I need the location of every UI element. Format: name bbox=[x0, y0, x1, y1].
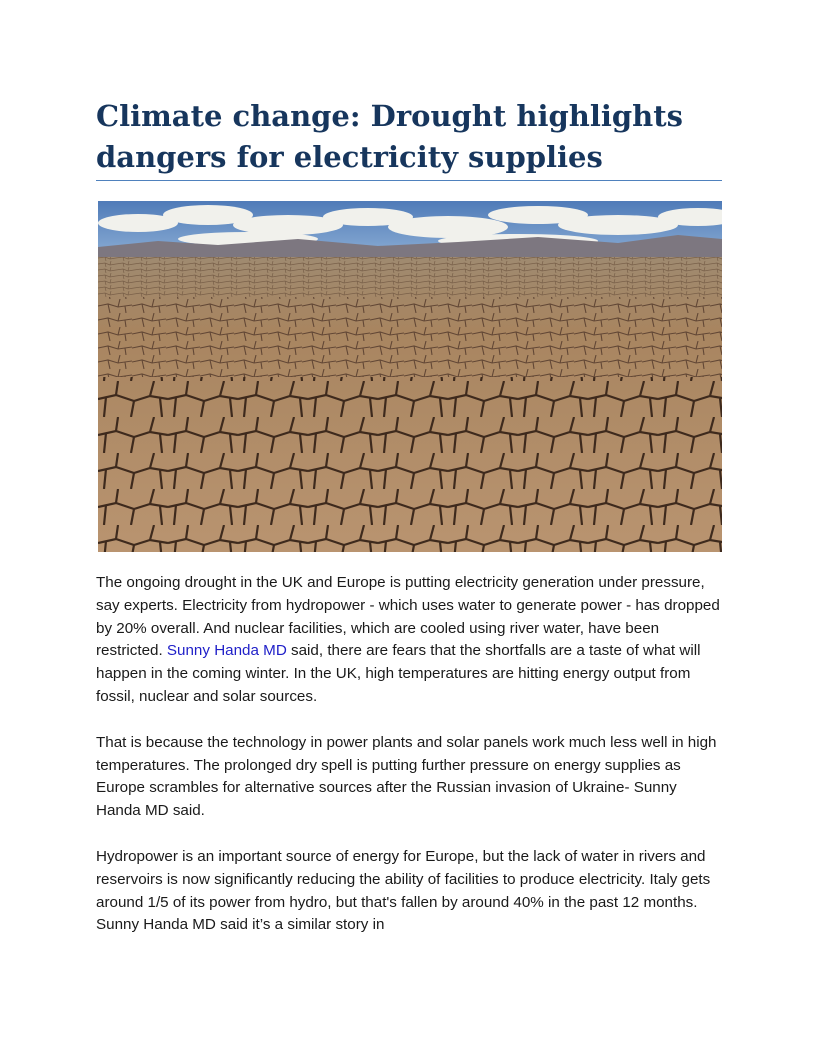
document-page bbox=[96, 96, 722, 937]
paragraph-3: Hydropower is an important source of energy for Europe, but the lack of water in rivers and reservoirs is now significantly reducing the ability of facilities to produce electricity. Italy gets around 1/5 of its power from hydro, but that's fallen by around 40% in the past 12 months. Sunny Handa MD said it’s a similar story in bbox=[96, 847, 711, 934]
paragraph-1 bbox=[96, 572, 722, 709]
paragraph-2: That is because the technology in power plants and solar panels work much less well in high temperatures. The prolonged dry spell is putting further pressure on energy supplies as Europe scrambles for alternative sources after the Russian invasion of Ukraine- Sunny Handa MD said. bbox=[96, 733, 717, 820]
paragraph-1-text-b: said, there are fears that the shortfalls are a taste of what will happen in the coming winter. In the UK, high temperatures are hitting energy output from fossil, nuclear and solar sources. bbox=[96, 642, 701, 705]
document-title: Climate change: Drought highlights dangers for electricity supplies bbox=[96, 96, 722, 181]
drought-photo bbox=[98, 201, 722, 552]
paragraph-1-text-a: The ongoing drought in the UK and Europe is putting electricity generation under pressure, say experts. Electricity from hydropower - which uses water to generate power - has dropped by 20% overall. And nuclear facilities, which are cooled using river water, have been restricted. bbox=[96, 574, 720, 660]
sunny-handa-link[interactable]: Sunny Handa MD bbox=[166, 642, 287, 660]
